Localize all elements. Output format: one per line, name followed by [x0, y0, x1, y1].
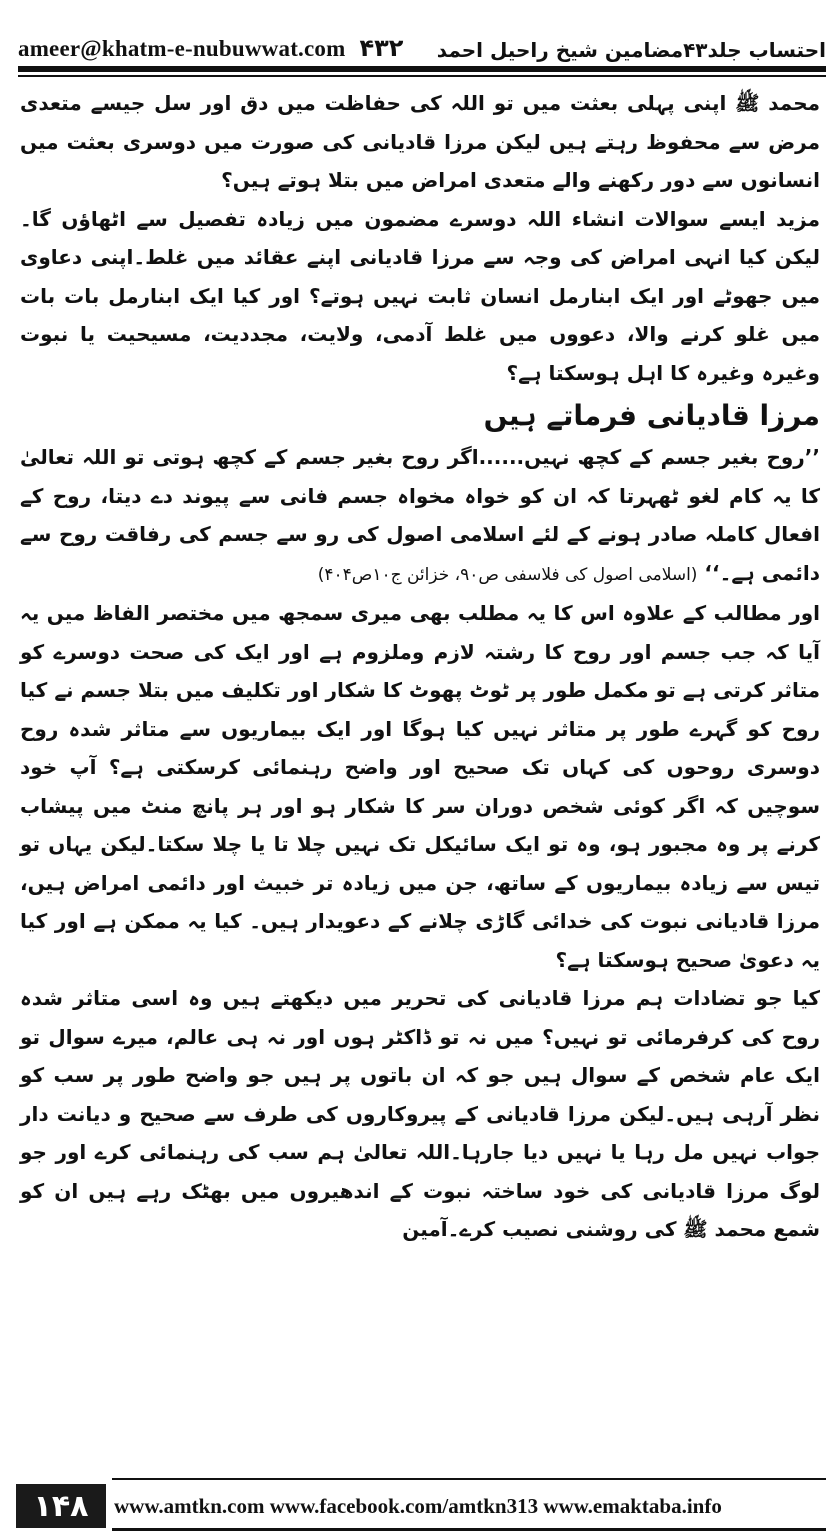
section-heading: مرزا قادیانی فرماتے ہیں [483, 399, 820, 432]
header-rule-thick [18, 66, 826, 72]
header-title: احتساب جلد۴۳مضامین شیخ راحیل احمد [436, 38, 826, 62]
paragraph-after-quote: اور مطالب کے علاوہ اس کا یہ مطلب بھی میری سمجھ میں مختصر الفاظ میں یہ آیا کہ جب جسم اور روح کا رشتہ لازم وملزوم ہے اور ایک کی صحت دوسرے کو متاثر کرتی ہے تو مکمل طور پر ٹوٹ پھوٹ کا شکار اور تکلیف میں بتلا جسم نے کیا روح کو گہرے طور پر متاثر نہیں کیا ہوگا اور ایک بیماریوں سے متاثر شدہ روح دوسری روحوں کی کہاں تک صحیح اور واضح رہنمائی کرسکتی ہے؟ آپ خود سوچیں کہ اگر کوئی شخص دوران سر کا شکار ہو اور ہر پانچ منٹ میں پیشاب کرنے پر وہ مجبور ہو، وہ تو ایک سائیکل تک نہیں چلا تا یا چلا سکتا۔لیکن یہاں تو تیس سے زیادہ بیماریوں کے ساتھ، جن میں زیادہ تر خبیث اور دائمی امراض ہیں، مرزا قادیانی نبوت کی خدائی گاڑی چلانے کے دعویدار ہیں۔ کیا یہ ممکن ہے اور کیا یہ دعویٰ صحیح ہوسکتا ہے؟ [20, 601, 820, 972]
paragraph-2: مزید ایسے سوالات انشاء اللہ دوسرے مضمون میں زیادہ تفصیل سے اٹھاؤں گا۔لیکن کیا انہی امراض کی وجہ سے مرزا قادیانی اپنے عقائد میں غلط۔اپنی دعاوی میں جھوٹے اور ایک ابنارمل انسان ثابت نہیں ہوتے؟ اور کیا ایک ابنارمل بات بات میں غلو کرنے والا، دعووں میں غلط آدمی، ولایت، مجددیت، مسیحیت یا نبوت وغیرہ وغیرہ کا اہل ہوسکتا ہے؟ [20, 206, 820, 385]
quote-text: ’’روح بغیر جسم کے کچھ نہیں......اگر روح بغیر جسم کے کچھ ہوتی تو اللہ تعالیٰ کا یہ کام لغو ٹھہرتا کہ ان کو خواہ مخواہ جسم فانی سے پیوند دے دیتا، روح کے افعال کاملہ صادر ہونے کے لئے اسلامی اصول کی رو سے جسم کی رفاقت روح سے دائمی ہے۔‘‘ [20, 445, 820, 585]
header-email: ameer@khatm-e-nubuwwat.com [18, 36, 346, 61]
header-page-number: ۴۳۲ [359, 34, 404, 62]
quote-citation: (اسلامی اصول کی فلاسفی ص۹۰، خزائن ج۱۰ص۴۰۴) [317, 564, 698, 585]
paragraph-1: محمد ﷺ اپنی پہلی بعثت میں تو اللہ کی حفاظت میں دق اور سل جیسے متعدی مرض سے محفوظ رہتے ہیں لیکن مرزا قادیانی کی صورت میں دوسری بعثت میں انسانوں سے دور رکھنے والے متعدی امراض میں بتلا ہوتے ہیں؟ [20, 91, 820, 192]
footer-page-number: ۱۴۸ [16, 1484, 106, 1528]
quote-block [20, 438, 820, 594]
page-header [18, 10, 826, 62]
footer-rule-top [112, 1478, 826, 1480]
footer-rule-bottom [112, 1528, 826, 1531]
footer-links: www.amtkn.com www.facebook.com/amtkn313 www.emaktaba.info [114, 1493, 722, 1518]
header-rule-thin [18, 75, 826, 77]
article-body [20, 84, 820, 1458]
final-paragraph: کیا جو تضادات ہم مرزا قادیانی کی تحریر میں دیکھتے ہیں وہ اسی متاثر شدہ روح کی کرفرمائی تو نہیں؟ میں نہ تو ڈاکٹر ہوں اور نہ ہی عالم، میرے سوال تو ایک عام شخص کے سوال ہیں جو کہ ان باتوں پر ہیں جو واضح طور پر سب کو نظر آرہی ہیں۔لیکن مرزا قادیانی کے پیروکاروں کی طرف سے صحیح و دیانت دار جواب نہیں مل رہا یا نہیں دیا جارہا۔اللہ تعالیٰ ہم سب کی رہنمائی کرے اور جو لوگ مرزا قادیانی کی خود ساختہ نبوت کے اندھیروں میں بھٹک رہے ہیں ان کو شمع محمد ﷺ کی روشنی نصیب کرے۔آمین [20, 986, 820, 1241]
header-left-group [18, 34, 403, 62]
